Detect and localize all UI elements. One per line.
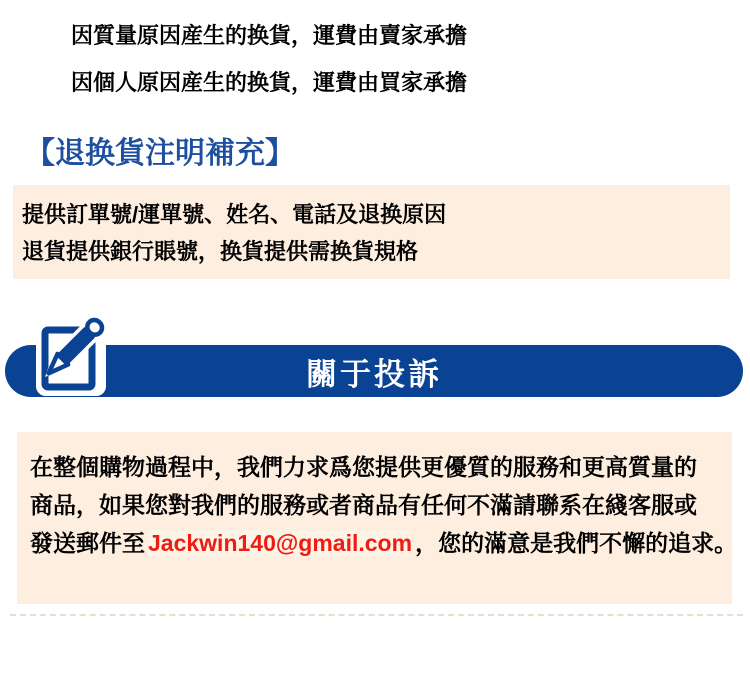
complaint-text-line-3 (30, 524, 738, 562)
complaint-text-line-1: 在整個購物過程中，我們力求爲您提供更優質的服務和更高質量的 (30, 454, 697, 480)
supplement-line-bank-info: 退貨提供銀行賬號，换貨提供需换貨規格 (22, 239, 419, 264)
complaint-box (17, 432, 738, 604)
complaint-email-suffix: ，您的滿意是我們不懈的追求。 (415, 530, 738, 556)
supplement-heading: 【退换貨注明補充】 (25, 137, 295, 170)
supplement-box (13, 185, 730, 279)
contact-email-link[interactable]: Jackwin140@gmail.com (148, 530, 413, 556)
complaint-email-prefix: 發送郵件至 (30, 530, 145, 556)
policy-line-quality: 因質量原因産生的换貨，運費由賣家承擔 (71, 23, 468, 48)
complaint-text-line-2: 商品，如果您對我們的服務或者商品有任何不滿請聯系在綫客服或 (30, 492, 697, 518)
complaint-banner-title: 關于投訴 (306, 356, 442, 392)
notepad-pencil-icon (36, 317, 106, 396)
complaint-banner (5, 345, 743, 397)
policy-line-personal: 因個人原因産生的换貨，運費由買家承擔 (71, 70, 468, 95)
bottom-dashed-divider (10, 614, 743, 616)
supplement-line-order-info: 提供訂單號/運單號、姓名、電話及退换原因 (22, 202, 447, 227)
